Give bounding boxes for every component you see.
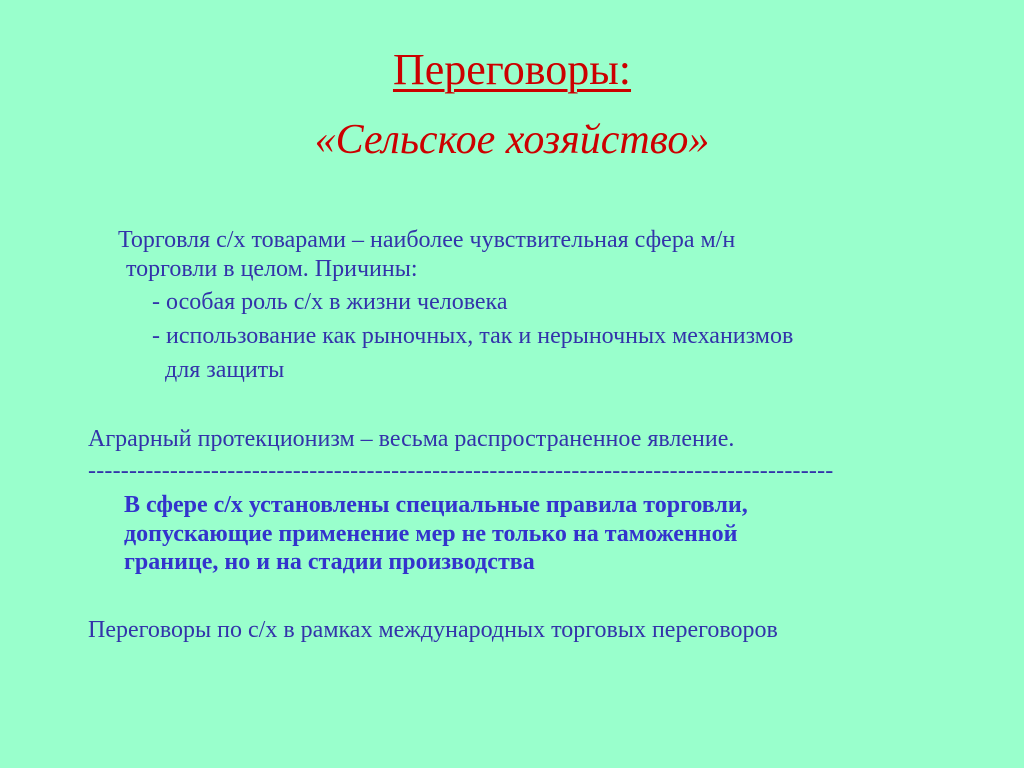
rules-line-2: допускающие применение мер не только на таможенной <box>124 521 738 547</box>
slide-subtitle: «Сельское хозяйство» <box>314 117 710 163</box>
reason-item-2-line-2: для защиты <box>165 357 285 383</box>
intro-line-2: торговли в целом. Причины: <box>126 256 418 282</box>
rules-line-3: границе, но и на стадии производства <box>124 549 535 575</box>
reason-item-2-line-1: - использование как рыночных, так и нерыночных механизмов <box>152 323 794 349</box>
negotiations-line: Переговоры по с/х в рамках международных торговых переговоров <box>88 617 778 643</box>
protectionism-line: Аграрный протекционизм – весьма распространенное явление. <box>88 426 735 452</box>
separator-line: ------------------------------------------------------------------------------------------- <box>88 458 834 484</box>
slide-title: Переговоры: <box>392 45 632 94</box>
reason-item-1: - особая роль с/х в жизни человека <box>152 289 508 315</box>
rules-line-1: В сфере с/х установлены специальные правила торговли, <box>124 492 748 518</box>
intro-line-1: Торговля с/х товарами – наиболее чувствительная сфера м/н <box>118 227 736 253</box>
